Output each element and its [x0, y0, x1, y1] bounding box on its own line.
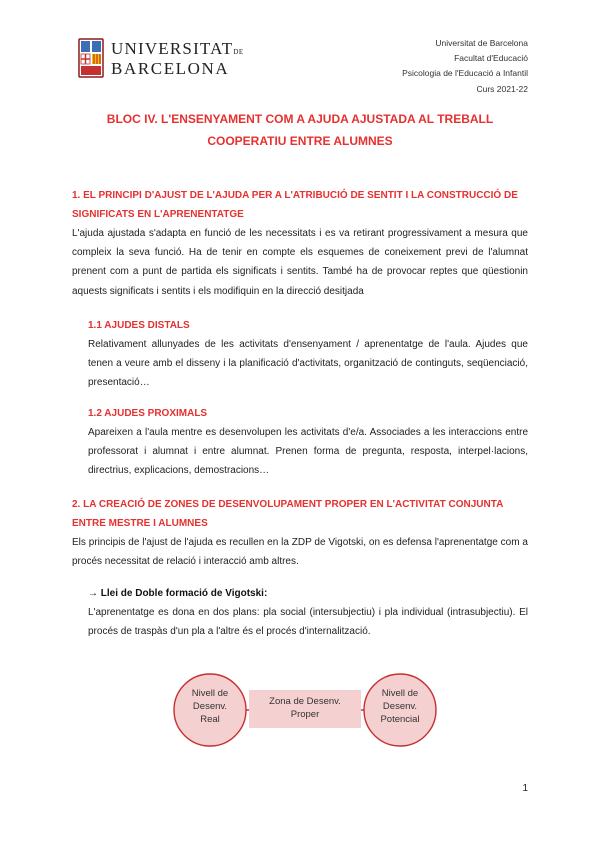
subsection-1-1-title: 1.1 AJUDES DISTALS	[88, 320, 190, 331]
header-line: Facultat d'Educació	[454, 53, 528, 64]
middle-label-1: Zona de Desenv.	[269, 696, 341, 707]
right-label-2: Desenv.	[382, 701, 418, 712]
section-2-title: 2. LA CREACIÓ DE ZONES DE DESENVOLUPAMENT PROPER EN L'ACTIVITAT CONJUNTA ENTRE MESTRE I ALUMNES	[72, 499, 503, 529]
left-label-3: Real	[200, 714, 220, 725]
right-label-3: Potencial	[380, 714, 420, 725]
left-label-2: Desenv.	[192, 701, 228, 712]
section-2	[72, 495, 528, 571]
title-line1: BLOC IV. L'ENSENYAMENT COM A AJUDA AJUSTADA AL TREBALL	[106, 112, 494, 126]
law-block	[72, 584, 528, 641]
section-1	[72, 186, 528, 301]
document-title	[72, 108, 528, 152]
subsection-1-1-body: Relativament allunyades de les activitats d'ensenyament / aprenentatge de l'aula. Ajudes que tenen a veure amb el disseny i la planificació d'activitats, organització de continguts, seqüenciació, presentació…	[88, 339, 528, 389]
left-label-1: Nivell de	[191, 688, 229, 699]
university-logo	[78, 38, 244, 82]
subsection-1-2	[72, 404, 528, 481]
middle-label-2: Proper	[290, 709, 320, 720]
zdp-diagram	[170, 670, 440, 750]
subsection-1-2-body: Apareixen a l'aula mentre es desenvolupen les activitats d'e/a. Associades a les interaccions entre professorat i alumnat i entre alumnat. Prenen forma de pregunta, resposta, interpel·lacions, directrius, explicacions, demostracions…	[88, 427, 528, 477]
header-info	[402, 36, 528, 97]
coat-of-arms-icon	[78, 38, 104, 78]
header-line: Psicologia de l'Educació a Infantil	[402, 68, 528, 79]
section-2-body: Els principis de l'ajust de l'ajuda es recullen en la ZDP de Vigotski, on es defensa l'aprenentatge com a procés necessitat de relació i interacció amb altres.	[72, 537, 528, 568]
section-1-body: L'ajuda ajustada s'adapta en funció de les necessitats i es va retirant progressivament a mesura que compleix la seva funció. Ha de tenir en compte els esquemes de coneixement previ de l'alumnat prenent com a punt de partida els significats i sentits. També ha de provocar reptes que qüestionin aquests significats i sentits i els modifiquin en la direcció desitjada	[72, 228, 528, 297]
right-label-1: Nivell de	[381, 688, 419, 699]
logo-text-line1: UNIVERSITATDE	[111, 39, 244, 58]
section-1-title: 1. EL PRINCIPI D'AJUST DE L'AJUDA PER A L'ATRIBUCIÓ DE SENTIT I LA CONSTRUCCIÓ DE SIGNIFICATS EN L'APRENENTATGE	[72, 190, 518, 220]
header-line: Universitat de Barcelona	[435, 38, 528, 48]
title-line2: COOPERATIU ENTRE ALUMNES	[207, 134, 393, 148]
law-body: L'aprenentatge es dona en dos plans: pla social (intersubjectiu) i pla individual (intrasubjectiu). El procés de traspàs d'un pla a l'altre és el procés d'internalització.	[88, 607, 528, 638]
page-number: 1	[522, 783, 528, 794]
law-title: → Llei de Doble formació de Vigotski:	[88, 588, 268, 599]
subsection-1-2-title: 1.2 AJUDES PROXIMALS	[88, 408, 208, 419]
logo-text-line2: BARCELONA	[111, 59, 230, 78]
subsection-1-1	[72, 316, 528, 393]
header-line: Curs 2021-22	[476, 83, 528, 94]
